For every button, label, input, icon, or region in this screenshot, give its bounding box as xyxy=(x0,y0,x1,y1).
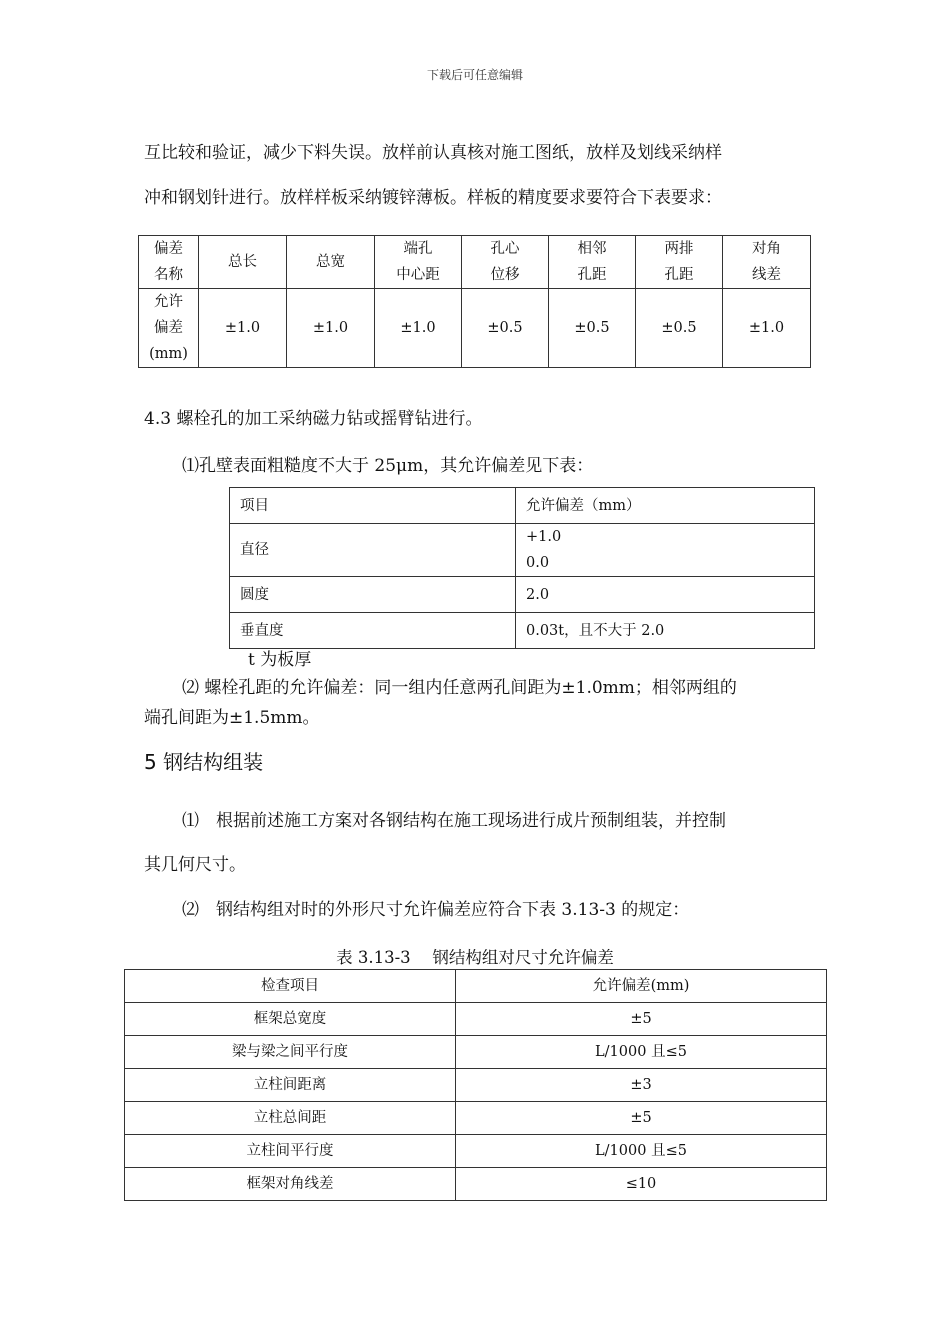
section-4-3: 4.3 螺栓孔的加工采纳磁力钻或摇臂钻进行。 xyxy=(144,409,483,429)
table-cell: 立柱间平行度 xyxy=(125,1135,456,1168)
table-row xyxy=(230,577,815,613)
table-header-cell: 项目 xyxy=(230,488,516,524)
table-cell: 框架总宽度 xyxy=(125,1003,456,1036)
intro-line-1: 互比较和验证，减少下料失误。放样前认真核对施工图纸，放样及划线采纳样 xyxy=(144,143,722,163)
item-2-line-2: 端孔间距为±1.5mm。 xyxy=(144,708,320,728)
table-header-cell: 总宽 xyxy=(287,236,375,289)
table-cell: 立柱间距离 xyxy=(125,1069,456,1102)
table-row xyxy=(125,1069,827,1102)
table-cell: ±0.5 xyxy=(549,289,636,368)
table-cell: L/1000 且≤5 xyxy=(456,1036,827,1069)
item-2-line-1: ⑵ 螺栓孔距的允许偏差：同一组内任意两孔间距为±1.0mm；相邻两组的 xyxy=(182,678,737,698)
table-row xyxy=(125,1003,827,1036)
template-precision-table xyxy=(138,235,811,368)
table-cell: 梁与梁之间平行度 xyxy=(125,1036,456,1069)
s5-item-1-line-2: 其几何尺寸。 xyxy=(144,855,246,875)
table-header-cell: 允许偏差（mm） xyxy=(516,488,815,524)
s5-item-2: ⑵ 钢结构组对时的外形尺寸允许偏差应符合下表 3.13-3 的规定： xyxy=(182,900,690,920)
table-header-cell: 孔心 位移 xyxy=(462,236,549,289)
table-cell: 2.0 xyxy=(516,577,815,613)
table-row xyxy=(125,1036,827,1069)
assembly-tolerance-table xyxy=(124,969,827,1201)
row-label-cell: 允许 偏差 (mm) xyxy=(139,289,199,368)
table-cell: ±0.5 xyxy=(636,289,723,368)
table-header-cell: 总长 xyxy=(199,236,287,289)
table-row xyxy=(230,524,815,577)
table-row xyxy=(230,613,815,649)
table-header-cell: 允许偏差(mm) xyxy=(456,970,827,1003)
table-cell: 直径 xyxy=(230,524,516,577)
table-cell: ±1.0 xyxy=(723,289,811,368)
table-header-cell: 相邻 孔距 xyxy=(549,236,636,289)
table-header-cell: 端孔 中心距 xyxy=(375,236,462,289)
table-cell: 框架对角线差 xyxy=(125,1168,456,1201)
intro-line-2: 冲和钢划针进行。放样样板采纳镀锌薄板。样板的精度要求要符合下表要求： xyxy=(144,188,722,208)
table-cell: 0.03t，且不大于 2.0 xyxy=(516,613,815,649)
table-cell: +1.0 0.0 xyxy=(516,524,815,577)
table-header-cell: 偏差 名称 xyxy=(139,236,199,289)
table-note: t 为板厚 xyxy=(248,650,312,670)
table-cell: ±5 xyxy=(456,1102,827,1135)
table-cell: 圆度 xyxy=(230,577,516,613)
table-row xyxy=(125,970,827,1003)
table-cell: 立柱总间距 xyxy=(125,1102,456,1135)
table-cell: 垂直度 xyxy=(230,613,516,649)
table-row xyxy=(125,1135,827,1168)
table-header-cell: 两排 孔距 xyxy=(636,236,723,289)
table-header-cell: 对角 线差 xyxy=(723,236,811,289)
section-5-heading: 5 钢结构组装 xyxy=(144,750,264,774)
table-caption: 表 3.13-3 钢结构组对尺寸允许偏差 xyxy=(336,948,614,967)
table-row xyxy=(139,236,811,289)
s5-item-1-line-1: ⑴ 根据前述施工方案对各钢结构在施工现场进行成片预制组装，并控制 xyxy=(182,811,726,831)
table-header-cell: 检查项目 xyxy=(125,970,456,1003)
table-cell: ±3 xyxy=(456,1069,827,1102)
page-header: 下载后可任意编辑 xyxy=(426,68,523,82)
hole-tolerance-table xyxy=(229,487,815,649)
table-row xyxy=(125,1168,827,1201)
item-1-text: ⑴孔壁表面粗糙度不大于 25μm，其允许偏差见下表： xyxy=(182,456,594,476)
table-cell: ±0.5 xyxy=(462,289,549,368)
table-cell: ±5 xyxy=(456,1003,827,1036)
table-row xyxy=(125,1102,827,1135)
table-row xyxy=(230,488,815,524)
table-cell: ±1.0 xyxy=(287,289,375,368)
table-cell: ≤10 xyxy=(456,1168,827,1201)
table-row xyxy=(139,289,811,368)
table-cell: L/1000 且≤5 xyxy=(456,1135,827,1168)
table-cell: ±1.0 xyxy=(375,289,462,368)
table-cell: ±1.0 xyxy=(199,289,287,368)
